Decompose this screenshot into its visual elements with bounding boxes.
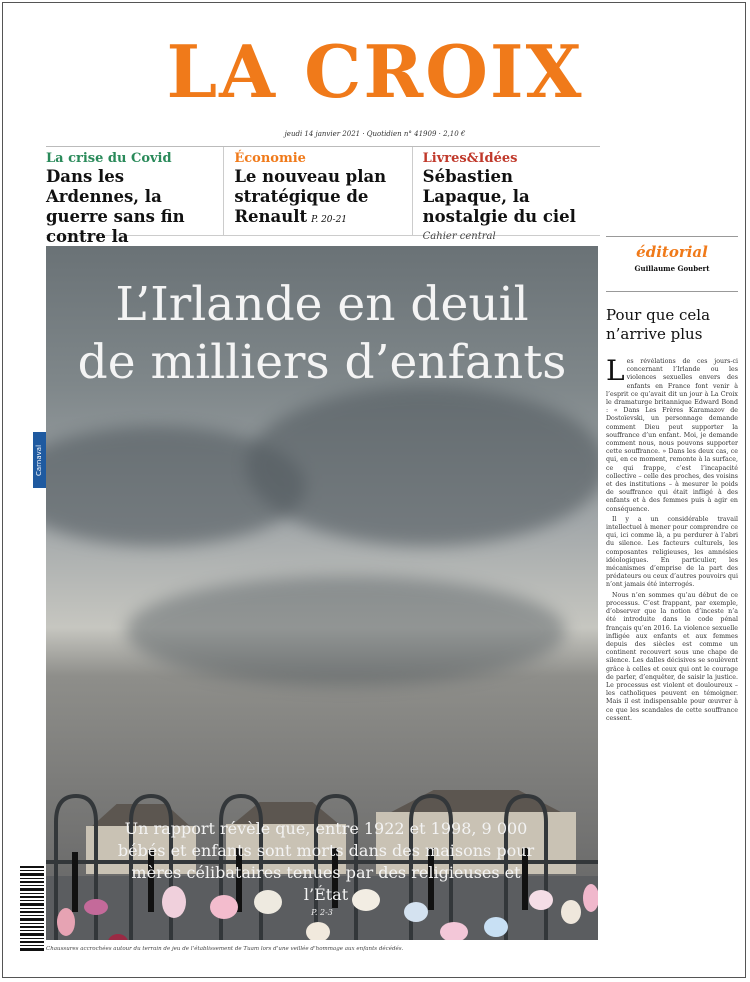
editorial-paragraph: Il y a un considérable travail intellectuel à mener pour comprendre ce qui, ici comme là, a pu perdurer à l’abri du silence. Les facteurs culturels, les composantes religieuses, les amnésies idéologiques. En particulier, les mécanismes d’emprise de la part des prédateurs ou ceux d’autres pouvoirs qui n’ont jamais été interrogés.	[606, 515, 738, 589]
editorial-headline[interactable]: Pour que cela n’arrive plus	[606, 306, 711, 343]
editorial-label[interactable]: éditorial	[636, 243, 708, 261]
teaser-livres[interactable]	[412, 147, 600, 242]
photo-cloud	[126, 576, 566, 686]
teaser-title: Le nouveau plan stratégique de Renault P. 20-21	[234, 167, 387, 226]
editorial-column	[606, 236, 738, 938]
cover-page-ref: P. 2-3	[311, 908, 333, 917]
editorial-header	[606, 236, 738, 292]
teaser-kicker: La crise du Covid	[46, 151, 172, 166]
publisher-info-line	[34, 700, 44, 860]
teaser-title: Dans les Ardennes, la guerre sans fin contre la	[46, 167, 215, 270]
teaser-kicker: Économie	[234, 151, 306, 166]
cover-headline[interactable]: L’Irlande en deuil de milliers d’enfants	[77, 277, 567, 390]
cover-deck: Un rapport révèle que, entre 1922 et 1998, 9 000 bébés et enfants sont morts dans des maisons pour mères célibataires tenues par des religieuses et l’État	[117, 819, 535, 904]
masthead-logo[interactable]: LA CROIX	[166, 29, 584, 114]
photo-cloud	[246, 386, 598, 546]
cover-photo[interactable]	[46, 246, 598, 940]
barcode-icon	[18, 862, 46, 954]
teaser-title: Sébastien Lapaque, la nostalgie du ciel	[422, 167, 576, 226]
editorial-author: Guillaume Goubert	[634, 264, 710, 273]
teaser-covid[interactable]	[46, 147, 223, 246]
photo-caption: Chaussures accrochées autour du terrain de jeu de l’établissement de Tuam lors d’une veillée d’hommage aux enfants décédés.	[46, 946, 404, 952]
teaser-kicker: Livres&Idées	[422, 151, 518, 166]
side-section-tab[interactable]: Carnaval	[33, 432, 46, 488]
editorial-body	[606, 358, 738, 938]
teaser-economie[interactable]	[223, 147, 411, 235]
page-ref: P. 20-21	[311, 215, 348, 225]
editorial-paragraph: Nous n’en sommes qu’au début de ce processus. C’est frappant, par exemple, d’observer que la notion d’inceste n’a été introduite dans le code pénal français qu’en 2016. La violence sexuelle infligée aux enfants et aux femmes depuis des siècles est comme un continent recouvert sous une chape de silence. Les dalles décisives se soulèvent grâce à celles et ceux qui ont le courage de parler, d’enquêter, de saisir la justice. Le processus est violent et douloureux – les catholiques peuvent en témoigner. Mais il est indispensable pour œuvrer à ce que les scandales de cette souffrance cessent.	[606, 591, 738, 722]
issue-date-line: jeudi 14 janvier 2021 · Quotidien n° 41909 · 2,10 €	[284, 130, 466, 138]
editorial-paragraph: es révélations de ces jours-ci concernant l’Irlande ou les violences sexuelles envers des enfants en France font venir à l’esprit ce qu’avait dit un jour à La Croix le dramaturge britannique Edward Bond : « Dans Les Frères Karamazov de Dostoïevski, un personnage demande comment Dieu peut supporter la souffrance d’un enfant. Moi, je demande comment nous, nous pouvons supporter cette souffrance. » Dans les deux cas, ce qui, en ce moment, remonte à la surface, ce qui frappe, c’est l’incapacité collective – celle des proches, des voisins et des institutions – à mesurer le poids de souffrance qui était infligé à des enfants et à des femmes puis à agir en conséquence.	[606, 358, 738, 513]
teaser-sub: Cahier central	[422, 231, 496, 242]
dropcap: L	[606, 358, 625, 387]
teaser-bar	[46, 146, 600, 246]
